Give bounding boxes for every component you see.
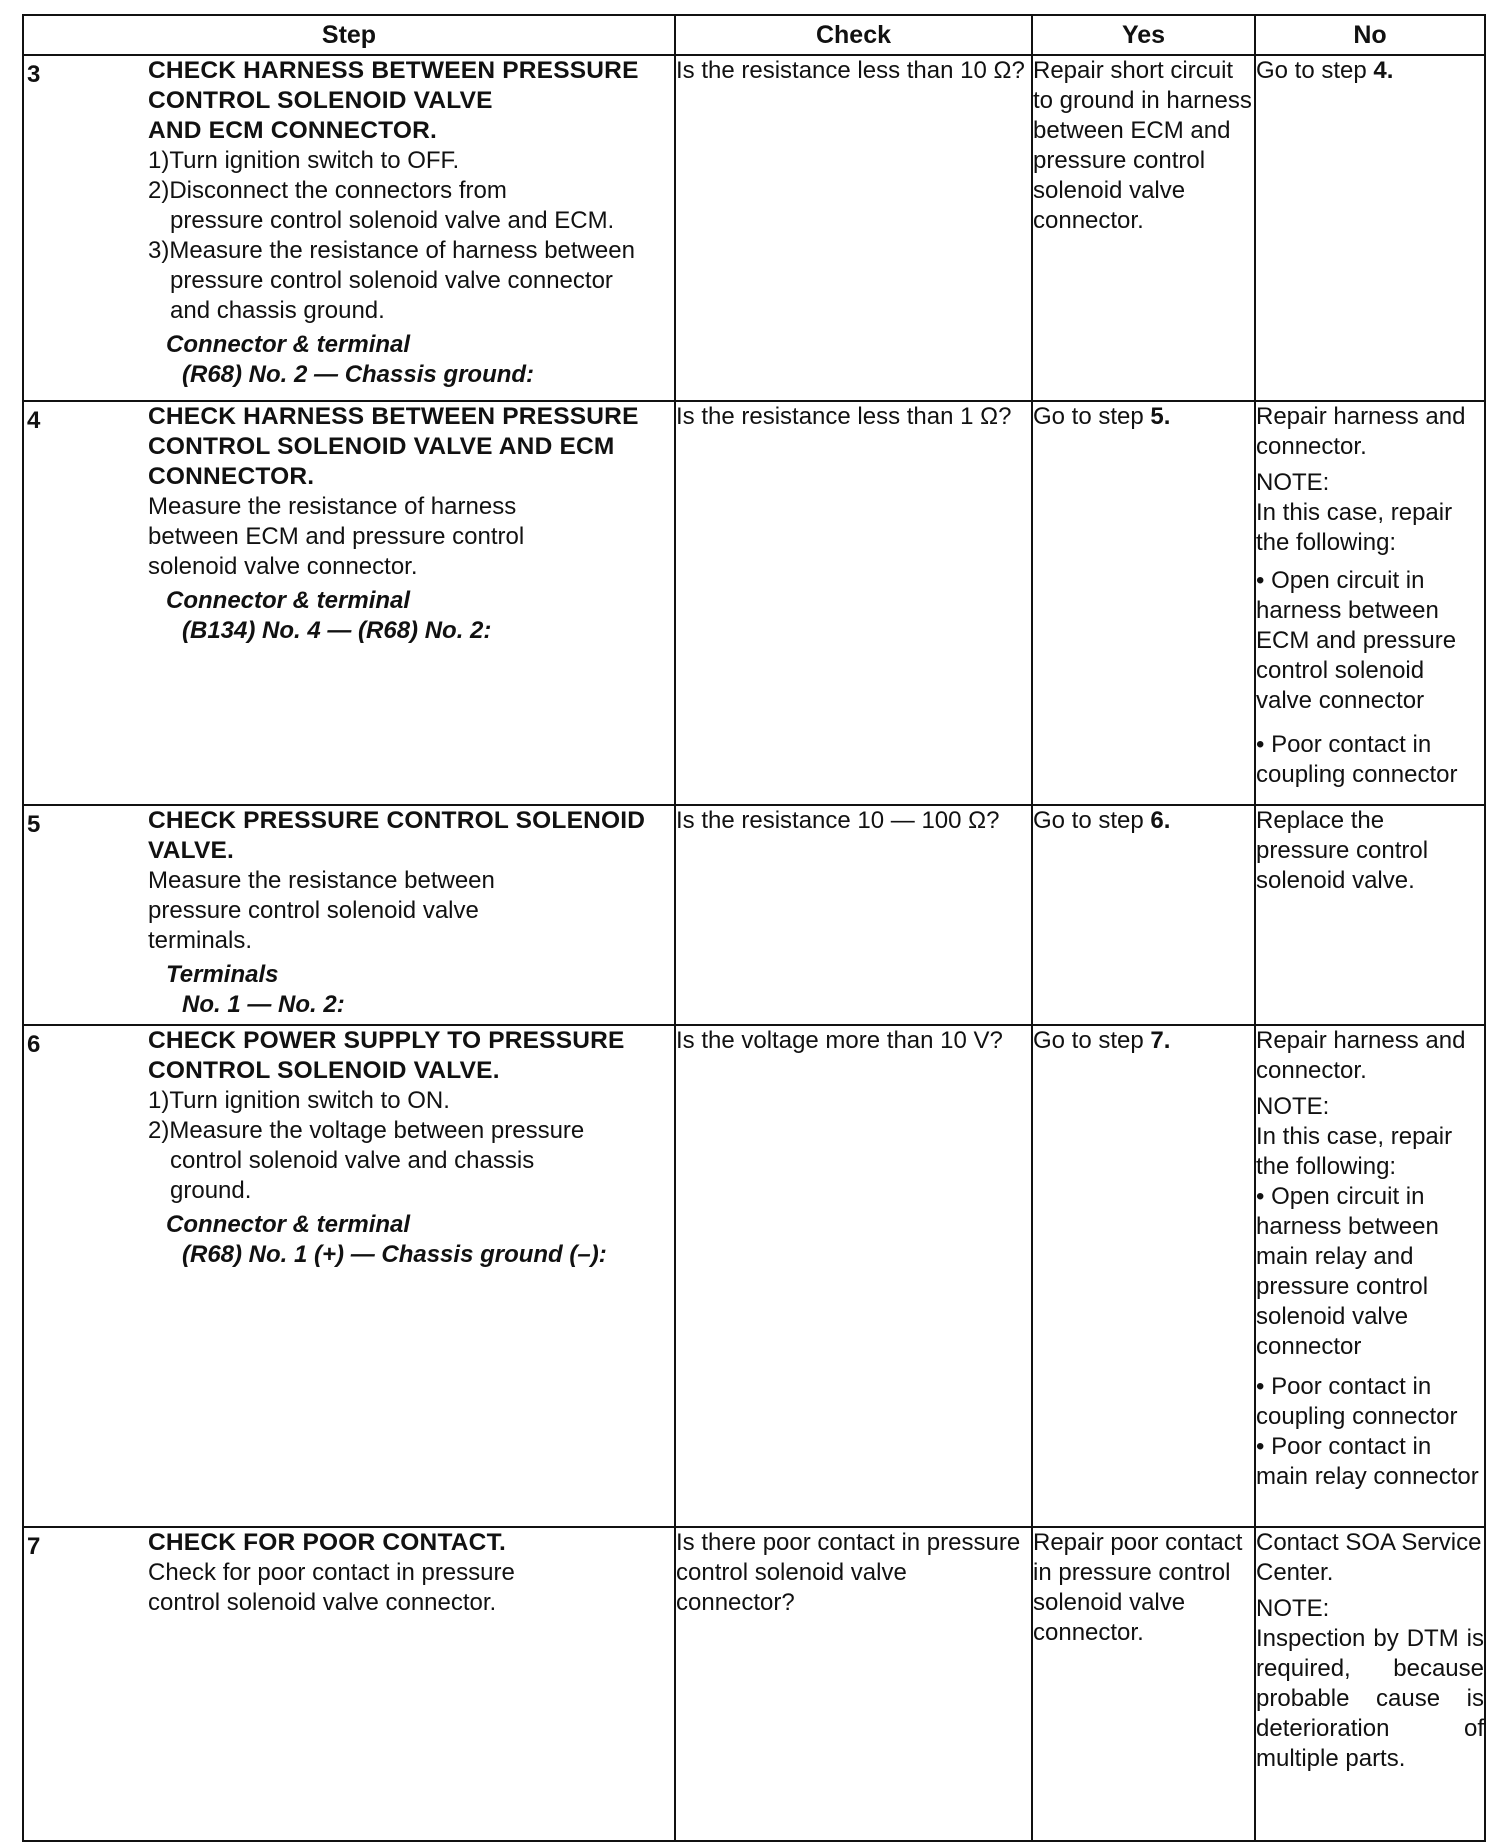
note-bullet: • Poor contact in coupling connector xyxy=(1256,1373,1458,1430)
connector-terminal-value: (B134) No. 4 — (R68) No. 2: xyxy=(182,617,492,644)
step-instruction: pressure control solenoid valve connector xyxy=(170,267,613,294)
connector-terminal-value: No. 1 — No. 2: xyxy=(182,991,345,1018)
no-text: Go to step xyxy=(1256,57,1367,84)
step-title: CONTROL SOLENOID VALVE xyxy=(148,87,493,114)
yes-cell: Repair short circuit to ground in harness between ECM and pressure control solenoid valve connector. xyxy=(1032,55,1255,401)
step-cell xyxy=(23,1527,675,1841)
no-cell xyxy=(1255,55,1485,401)
check-cell: Is there poor contact in pressure control solenoid valve connector? xyxy=(675,1527,1032,1841)
yes-cell xyxy=(1032,401,1255,805)
yes-cell: Repair poor contact in pressure control solenoid valve connector. xyxy=(1032,1527,1255,1841)
header-no: No xyxy=(1255,15,1485,55)
check-cell: Is the voltage more than 10 V? xyxy=(675,1025,1032,1527)
step-number: 7 xyxy=(27,1533,41,1560)
step-instruction: 2)Measure the voltage between pressure xyxy=(148,1117,585,1144)
step-instruction: 3)Measure the resistance of harness between xyxy=(148,237,635,264)
check-cell: Is the resistance 10 — 100 Ω? xyxy=(675,805,1032,1025)
go-to-step-number: 4. xyxy=(1373,57,1394,84)
header-step: Step xyxy=(23,15,675,55)
step-title: CHECK HARNESS BETWEEN PRESSURE xyxy=(148,403,639,430)
step-title: CONTROL SOLENOID VALVE AND ECM xyxy=(148,433,615,460)
note-label: NOTE: xyxy=(1256,1093,1330,1120)
step-title: CONTROL SOLENOID VALVE. xyxy=(148,1057,500,1084)
no-cell xyxy=(1255,401,1485,805)
connector-terminal-value: (R68) No. 2 — Chassis ground: xyxy=(182,361,535,388)
no-text: Repair harness and connector. xyxy=(1256,403,1466,460)
header-yes: Yes xyxy=(1032,15,1255,55)
no-text: Repair harness and connector. xyxy=(1256,1027,1466,1084)
step-number: 6 xyxy=(27,1031,41,1058)
step-instruction: Measure the resistance of harness between ECM and pressure control solenoid valve connector. xyxy=(148,493,525,580)
table-row xyxy=(23,55,1485,401)
step-title: AND ECM CONNECTOR. xyxy=(148,117,437,144)
step-instruction: ground. xyxy=(170,1177,252,1204)
step-instruction: Measure the resistance between pressure control solenoid valve terminals. xyxy=(148,867,495,954)
header-check: Check xyxy=(675,15,1032,55)
connector-terminal-value: (R68) No. 1 (+) — Chassis ground (–): xyxy=(182,1241,607,1268)
note-bullet: • Open circuit in harness between main relay and pressure control solenoid valve connector xyxy=(1256,1183,1439,1360)
step-cell xyxy=(23,1025,675,1527)
table-row xyxy=(23,1025,1485,1527)
yes-text: Go to step xyxy=(1033,1027,1144,1054)
step-instruction: 1)Turn ignition switch to ON. xyxy=(148,1087,450,1114)
check-cell: Is the resistance less than 10 Ω? xyxy=(675,55,1032,401)
yes-cell xyxy=(1032,1025,1255,1527)
step-number: 5 xyxy=(27,811,41,838)
yes-text: Go to step xyxy=(1033,807,1144,834)
step-number: 3 xyxy=(27,61,41,88)
note-text: In this case, repair the following: xyxy=(1256,499,1453,556)
note-bullet: • Poor contact in coupling connector xyxy=(1256,731,1458,788)
note-bullet: • Open circuit in harness between ECM and pressure control solenoid valve connector xyxy=(1256,567,1457,714)
yes-text: Go to step xyxy=(1033,403,1144,430)
note-label: NOTE: xyxy=(1256,469,1330,496)
step-instruction: and chassis ground. xyxy=(170,297,385,324)
step-title: CHECK HARNESS BETWEEN PRESSURE xyxy=(148,57,639,84)
step-cell xyxy=(23,55,675,401)
step-title: CHECK FOR POOR CONTACT. xyxy=(148,1529,507,1556)
step-instruction: 2)Disconnect the connectors from xyxy=(148,177,507,204)
step-number: 4 xyxy=(27,407,41,434)
table-row xyxy=(23,805,1485,1025)
diagnostic-table xyxy=(22,14,1486,1842)
step-cell xyxy=(23,401,675,805)
step-title: VALVE. xyxy=(148,837,235,864)
connector-terminal-label: Terminals xyxy=(166,961,279,988)
check-cell: Is the resistance less than 1 Ω? xyxy=(675,401,1032,805)
connector-terminal-label: Connector & terminal xyxy=(166,1211,411,1238)
no-cell: Replace the pressure control solenoid valve. xyxy=(1255,805,1485,1025)
no-cell xyxy=(1255,1025,1485,1527)
note-text: Inspection by DTM is required, because probable cause is deterioration of multiple parts. xyxy=(1256,1625,1484,1772)
note-bullet: • Poor contact in main relay connector xyxy=(1256,1433,1479,1490)
step-instruction: Check for poor contact in pressure control solenoid valve connector. xyxy=(148,1559,515,1616)
table-row xyxy=(23,401,1485,805)
step-title: CHECK POWER SUPPLY TO PRESSURE xyxy=(148,1027,625,1054)
note-label: NOTE: xyxy=(1256,1595,1330,1622)
connector-terminal-label: Connector & terminal xyxy=(166,587,411,614)
note-text: In this case, repair the following: xyxy=(1256,1123,1453,1180)
step-instruction: control solenoid valve and chassis xyxy=(170,1147,535,1174)
step-instruction: pressure control solenoid valve and ECM. xyxy=(170,207,615,234)
go-to-step-number: 7. xyxy=(1150,1027,1171,1054)
yes-cell xyxy=(1032,805,1255,1025)
go-to-step-number: 6. xyxy=(1150,807,1171,834)
table-row xyxy=(23,1527,1485,1841)
step-cell xyxy=(23,805,675,1025)
step-title: CONNECTOR. xyxy=(148,463,315,490)
no-text: Contact SOA Service Center. xyxy=(1256,1529,1482,1586)
step-title: CHECK PRESSURE CONTROL SOLENOID xyxy=(148,807,646,834)
header-row xyxy=(23,15,1485,55)
step-instruction: 1)Turn ignition switch to OFF. xyxy=(148,147,460,174)
connector-terminal-label: Connector & terminal xyxy=(166,331,411,358)
no-cell xyxy=(1255,1527,1485,1841)
go-to-step-number: 5. xyxy=(1150,403,1171,430)
